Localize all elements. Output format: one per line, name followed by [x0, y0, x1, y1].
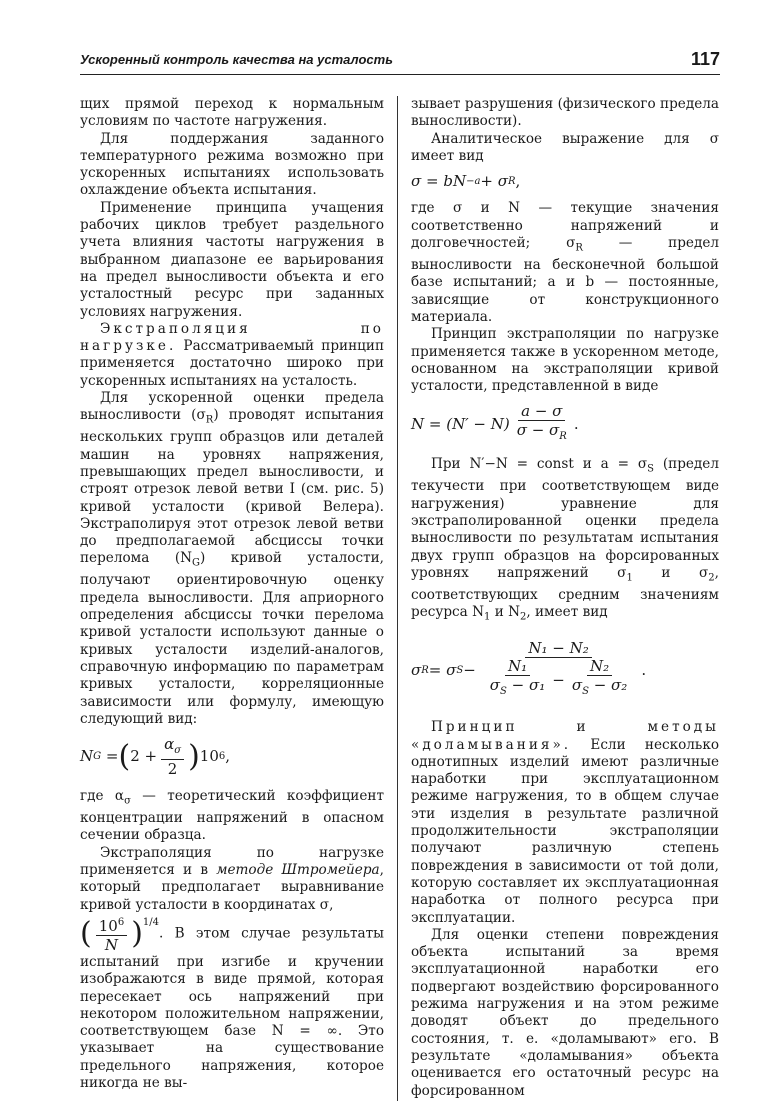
page-number: 117: [690, 48, 720, 69]
paragraph: щих прямой переход к нормальным условиям по частоте нагружения.: [80, 96, 384, 130]
formula-stromeyer: ( $\frac{10^6}{N}$ ) $^{1/4}$: [80, 915, 159, 954]
paragraph: ( $\frac{10^6}{N}$ ) $^{1/4}$ . В этом случае результаты испытаний при изгибе и кручении изображаются в виде прямой, которая пересекает ось напряжений при некотором положительном напряжении, соответствующем базе N = ∞. Это указывает на существование предельного напряжения, которое никогда не вы-: [80, 915, 384, 1091]
page-header: [80, 44, 720, 75]
paragraph: При N′−N = const и $a = \sigma_S$ (предел текучести при соответствующем виде нагружения) уравнение для экстраполированной оценки предела выносливости по результатам испытания двух групп образцов на форсированных уровнях напряжений $\sigma_1$ и $\sigma_2$, соответствующих средним значениям ресурса $N_1$ и $N_2$, имеет вид: [411, 456, 719, 623]
running-title: Ускоренный контроль качества на усталость: [80, 51, 393, 67]
formula-ng: N G = ( 2 + $\frac{\alpha_\sigma}{2}$ ) 10 6 ,: [80, 735, 231, 779]
method-name: методе Штромейера: [216, 862, 380, 879]
paragraph: Экстраполяция по нагрузке применяется и в методе Штромейера, который предполагает выравнивание кривой усталости в координатах σ,: [80, 844, 384, 913]
paragraph: где $\alpha_\sigma$ — теоретический коэффициент концентрации напряжений в опасном сечении образца.: [80, 788, 384, 844]
section-heading: Принцип и методы «доламывания».: [411, 719, 719, 753]
section-heading: Экстраполяция по нагрузке.: [80, 320, 384, 355]
paragraph: зывает разрушения (физического предела выносливости).: [411, 96, 719, 130]
right-column: [411, 96, 719, 1100]
paragraph: Принцип экстраполяции по нагрузке применяется также в ускоренном методе, основанном на экстраполяции кривой усталости, представленной в виде: [411, 326, 719, 395]
paragraph: Для поддержания заданного температурного режима возможно при ускоренных испытаниях использовать охлаждение объекта испытания.: [80, 130, 384, 199]
formula-sigma-r: σ R = σ S − N₁ − N₂ $\frac{\text{N₁}}{\sigma_S - \sigma_1}$ − $\frac{\text{N₂}}{\sigma_S - \sigma_2}$ .: [411, 639, 647, 698]
left-column: [80, 96, 384, 1092]
paragraph: Применение принципа учащения рабочих циклов требует раздельного учета влияния частоты нагружения в выбранном диапазоне ее варьирования на предел выносливости объекта и его усталостный ресурс при заданных условиях нагружения.: [80, 199, 384, 320]
paragraph: Для оценки степени повреждения объекта испытаний за время эксплуатационной наработки его подвергают воздействию форсированного режима нагружения и на этом режиме доводят объект до предельного состояния, т. е. «доламывают» его. В результате «доламывания» объекта оценивается его остаточный ресурс на форсированном: [411, 926, 719, 1099]
formula-n: N = (N′ − N) $\frac{a - \sigma}{\sigma - \sigma_R}$ .: [411, 402, 579, 443]
formula-sigma: σ = bN −a + σ R ,: [411, 172, 521, 191]
paragraph: Принцип и методы «доламывания». Если несколько однотипных изделий имеют различные наработки при эксплуатационном режиме нагружения, то в общем случае эти изделия в результате различной продолжительности экстраполяции получают различную степень повреждения в зависимости от той доли, которую составляет их эксплуатационная наработка от полного ресурса при эксплуатации.: [411, 719, 720, 926]
paragraph: Экстраполяция по нагрузке. Рассматриваемый принцип применяется достаточно широко при ускоренных испытаниях на усталость.: [80, 320, 385, 389]
column-divider: [397, 96, 398, 1101]
paragraph: Аналитическое выражение для σ имеет вид: [411, 130, 719, 164]
paragraph: где σ и N — текущие значения соответственно напряжений и долговечностей; $\sigma_R$ — предел выносливости на бесконечной большой базе испытаний; a и b — постоянные, зависящие от конструкционного материала.: [411, 200, 719, 325]
paragraph: Для ускоренной оценки предела выносливости $(\sigma_R)$ проводят испытания нескольких групп образцов или деталей машин на уровнях напряжения, превышающих предел выносливости, и строят отрезок левой ветви I (см. рис. 5) кривой усталости (кривой Велера). Экстраполируя этот отрезок левой ветви до предполагаемой абсциссы точки перелома $(N_G)$ кривой усталости, получают ориентировочную оценку предела выносливости. Для априорного определения абсциссы точки перелома кривой усталости используют данные о кривых усталости изделий-аналогов, справочную информацию по параметрам кривых усталости, корреляционные зависимости или формулу, имеющую следующий вид:: [80, 390, 384, 727]
